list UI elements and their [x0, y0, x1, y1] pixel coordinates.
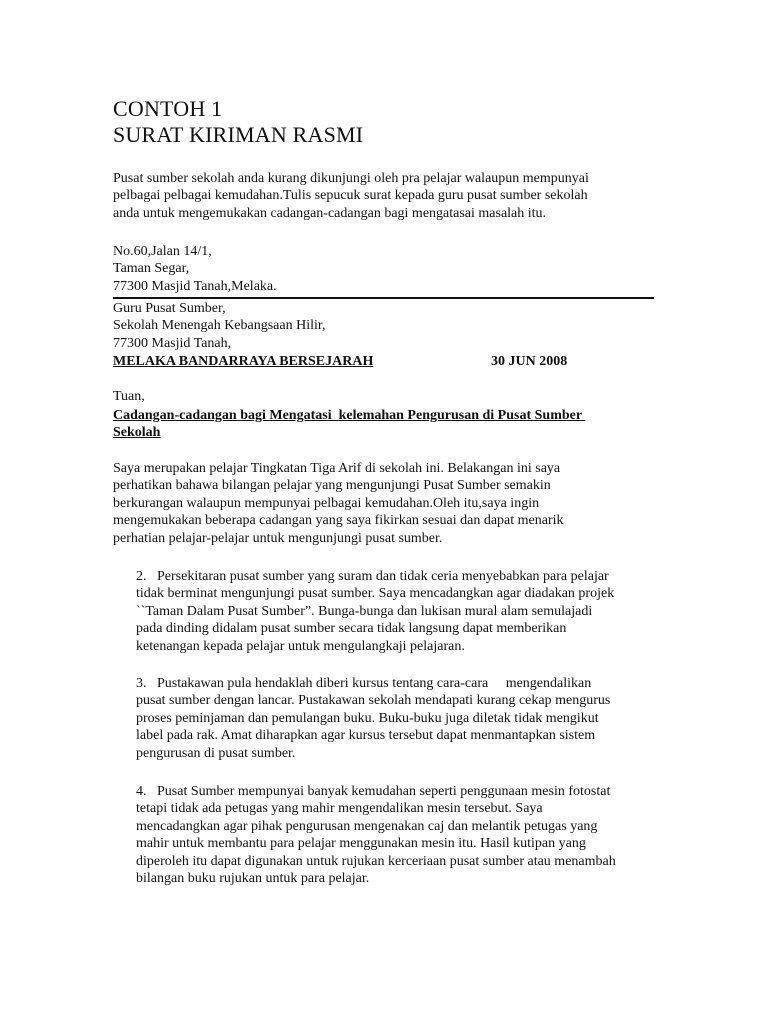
point-line: pada dinding didalam pusat sumber secara tidak langsung dapat memberikan: [136, 621, 567, 637]
intro-line: perhatikan bahawa bilangan pelajar yang mengunjungi Pusat Sumber semakin: [113, 478, 551, 494]
point-3-paragraph: [136, 675, 610, 762]
recipient-address: [113, 300, 326, 352]
point-line: bilangan buku rujukan untuk para pelajar.: [136, 871, 370, 887]
letter-date: 30 JUN 2008: [491, 354, 568, 369]
intro-line: Saya merupakan pelajar Tingkatan Tiga Arif di sekolah ini. Belakangan ini saya: [113, 461, 561, 476]
sender-address-line: No.60,Jalan 14/1,: [113, 244, 212, 259]
sender-address: [113, 243, 277, 295]
subject-line: Sekolah: [113, 425, 161, 441]
point-line: label pada rak. Amat diharapkan agar kursus tersebut dapat menmantapkan sistem: [136, 728, 596, 744]
point-line: tidak berminat mengunjungi pusat sumber. Saya mencadangkan agar diadakan projek: [136, 586, 615, 602]
question-line: pelbagai pelbagai kemudahan.Tulis sepucuk surat kepada guru pusat sumber sekolah: [113, 188, 588, 204]
question-line: Pusat sumber sekolah anda kurang dikunjungi oleh pra pelajar walaupun mempunyai: [113, 171, 589, 186]
letter-subject: [113, 407, 585, 442]
sender-address-line: 77300 Masjid Tanah,Melaka.: [113, 278, 277, 294]
point-line: pengurusan di pusat sumber.: [136, 745, 296, 761]
point-line: diperoleh itu dapat digunakan untuk rujukan kerceriaan pusat sumber atau menambah: [136, 853, 616, 869]
point-4-paragraph: [136, 783, 616, 887]
point-line: proses peminjaman dan pemulangan buku. Buku-buku juga diletak tidak mengikut: [136, 710, 599, 726]
heading-line-2: SURAT KIRIMAN RASMI: [113, 122, 364, 147]
intro-line: mengemukakan beberapa cadangan yang saya fikirkan sesuai dan dapat menarik: [113, 513, 564, 529]
sender-address-line: Taman Segar,: [113, 261, 190, 277]
point-line: 3. Pustakawan pula hendaklah diberi kursus tentang cara-cara mengendalikan: [136, 676, 592, 691]
address-divider: [113, 297, 654, 299]
recipient-address-line: Guru Pusat Sumber,: [113, 301, 226, 316]
point-line: pusat sumber dengan lancar. Pustakawan sekolah mendapati kurang cekap mengurus: [136, 693, 611, 709]
recipient-address-line: 77300 Masjid Tanah,: [113, 335, 232, 351]
recipient-city: MELAKA BANDARRAYA BERSEJARAH: [113, 354, 374, 369]
point-line: mahir untuk membantu para pelajar menggunakan mesin itu. Hasil kutipan yang: [136, 836, 586, 852]
point-2-paragraph: [136, 568, 614, 655]
point-line: 2. Persekitaran pusat sumber yang suram dan tidak ceria menyebabkan para pelajar: [136, 569, 609, 584]
subject-line: Cadangan-cadangan bagi Mengatasi kelemahan Pengurusan di Pusat Sumber: [113, 408, 586, 423]
recipient-address-line: Sekolah Menengah Kebangsaan Hilir,: [113, 318, 326, 334]
question-line: anda untuk mengemukakan cadangan-cadangan bagi mengatasai masalah itu.: [113, 205, 547, 221]
point-line: ketenangan kepada pelajar untuk mengulangkaji pelajaran.: [136, 638, 465, 654]
intro-paragraph: [113, 460, 564, 547]
salutation: Tuan,: [113, 389, 145, 404]
intro-line: perhatian pelajar-pelajar untuk mengunjungi pusat sumber.: [113, 530, 443, 546]
point-line: ``Taman Dalam Pusat Sumber”. Bunga-bunga dan lukisan mural alam semulajadi: [136, 603, 593, 619]
heading-line-1: CONTOH 1: [113, 96, 223, 121]
intro-line: berkurangan walaupun mempunyai pelbagai kemudahan.Oleh itu,saya ingin: [113, 495, 540, 511]
point-line: mencadangkan agar pihak pengurusan mengenakan caj dan melantik petugas yang: [136, 818, 598, 834]
point-line: tetapi tidak ada petugas yang mahir mengendalikan mesin tersebut. Saya: [136, 801, 543, 817]
question-text: [113, 170, 589, 222]
point-line: 4. Pusat Sumber mempunyai banyak kemudahan seperti penggunaan mesin fotostat: [136, 784, 611, 799]
